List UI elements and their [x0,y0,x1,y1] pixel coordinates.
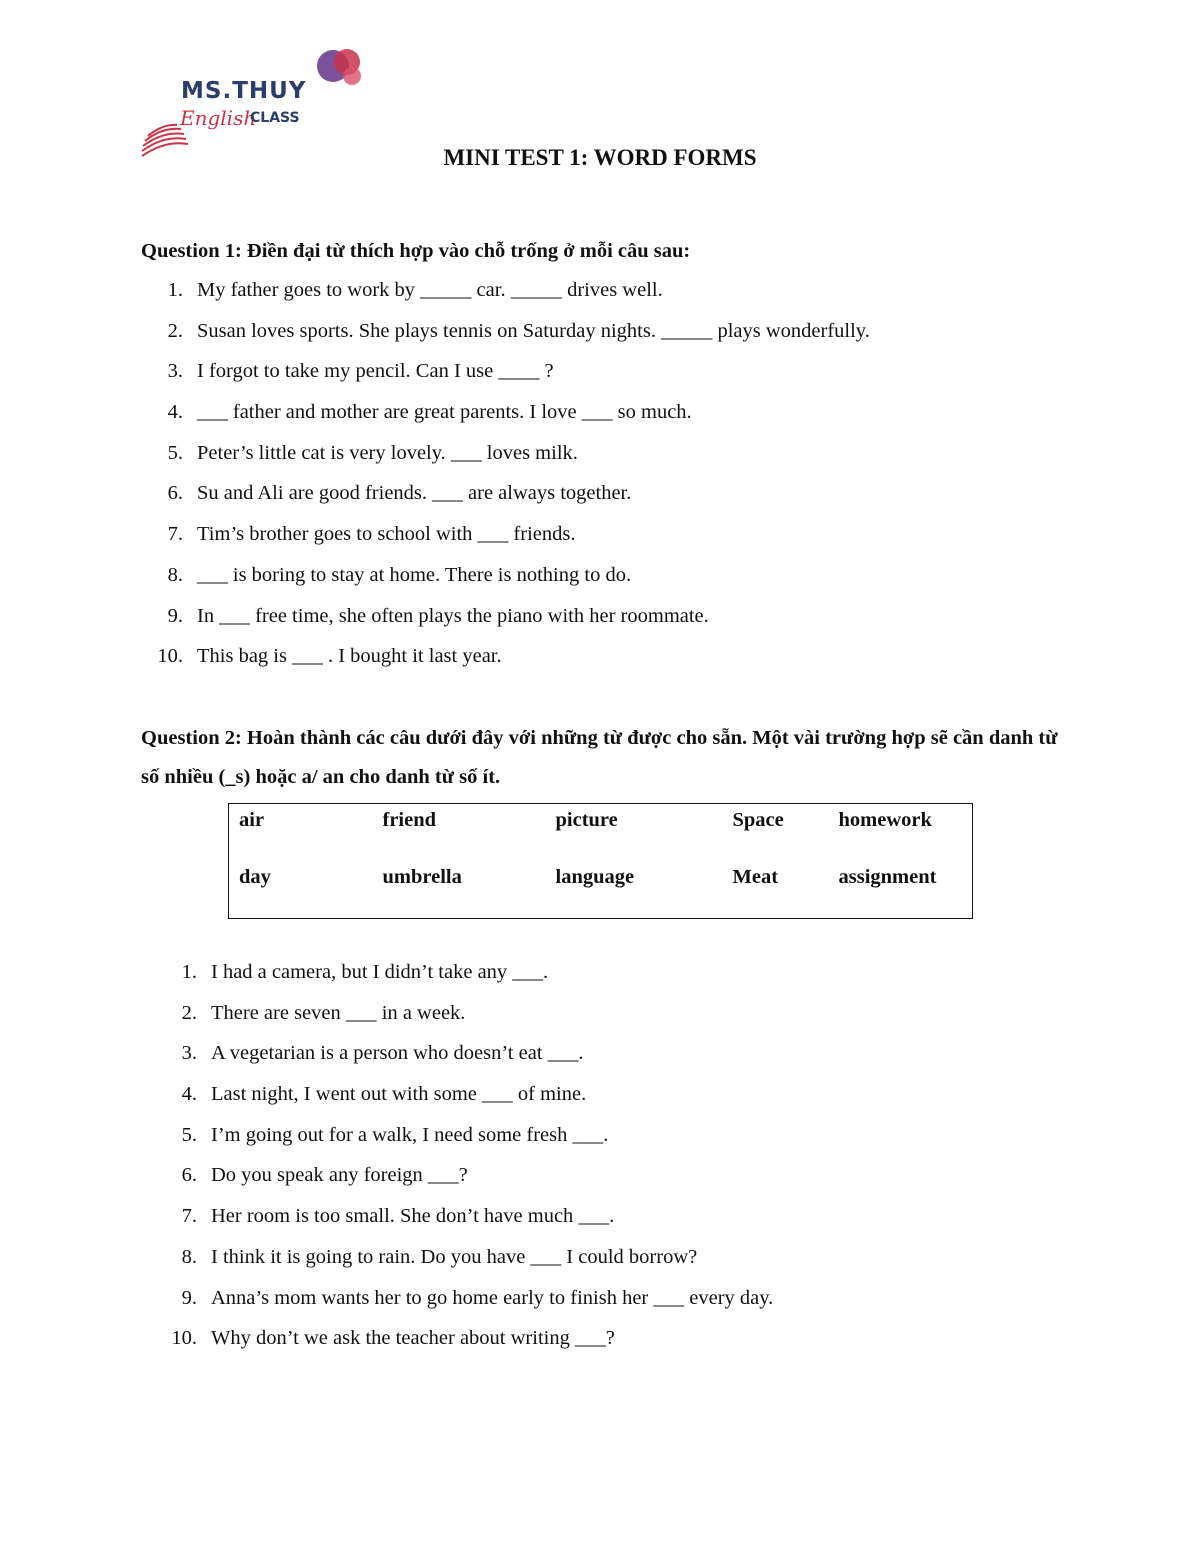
item-number: 10. [157,645,183,668]
item-number: 5. [181,1123,197,1146]
list-item [181,993,773,1034]
word-bank-cell: day [239,866,271,888]
list-item [167,514,870,555]
word-bank-cell: picture [555,809,618,831]
list-item [181,1074,773,1115]
item-number: 1. [167,279,183,301]
list-item [181,1237,773,1278]
item-number: 3. [167,360,183,383]
item-number: 9. [167,604,183,627]
item-number: 5. [167,441,183,464]
list-item [181,1155,773,1196]
item-text: ___ father and mother are great parents. I love ___ so much. [197,401,692,424]
word-bank-table [228,803,973,919]
list-item [167,351,870,392]
item-text: Su and Ali are good friends. ___ are always together. [197,482,632,505]
item-number: 4. [181,1083,197,1106]
item-number: 6. [181,1164,197,1187]
word-bank-cell: assignment [838,866,937,888]
item-number: 8. [167,563,183,586]
list-item [167,555,870,596]
logo-script-text: English [180,106,257,130]
item-number: 8. [181,1245,197,1268]
item-number: 2. [167,319,183,342]
item-text: Peter’s little cat is very lovely. ___ loves milk. [197,441,578,464]
word-bank-cell: friend [382,809,437,831]
item-text: I think it is going to rain. Do you have ___ I could borrow? [211,1245,698,1268]
word-bank-cell: air [239,809,265,831]
list-item [171,1318,773,1359]
list-item [157,636,870,677]
item-number: 7. [167,523,183,546]
item-number: 4. [167,401,183,424]
item-text: Tim’s brother goes to school with ___ friends. [197,523,576,546]
list-item [167,596,870,637]
list-item [181,1196,773,1237]
item-text: Her room is too small. She don’t have much ___. [211,1205,615,1228]
list-item [167,433,870,474]
item-text: I’m going out for a walk, I need some fresh ___. [211,1123,609,1146]
question-2-list [171,952,774,1359]
item-text: Last night, I went out with some ___ of mine. [211,1083,587,1106]
item-text: Do you speak any foreign ___? [211,1164,468,1187]
item-number: 1. [181,961,197,983]
question-1-list [157,270,870,677]
list-item [167,392,870,433]
question-2-heading: Question 2: Hoàn thành các câu dưới đây với những từ được cho sẵn. Một vài trường hợp sẽ cần danh từ số nhiều (_s) hoặc a/ an cho danh từ số ít. [141,727,1058,788]
question-1-heading: Question 1: Điền đại từ thích hợp vào chỗ trống ở mỗi câu sau: [141,240,691,262]
item-number: 2. [181,1001,197,1024]
word-bank-cell: umbrella [382,866,462,888]
item-text: Susan loves sports. She plays tennis on Saturday nights. _____ plays wonderfully. [197,319,870,342]
item-text: I had a camera, but I didn’t take any ___. [211,961,549,983]
list-item [167,270,870,311]
logo-brand-text: MS.THUY [181,78,307,104]
item-number: 6. [167,482,183,505]
item-text: This bag is ___ . I bought it last year. [197,645,502,668]
list-item [181,1278,774,1319]
item-number: 3. [181,1042,197,1065]
word-bank-row [229,861,973,919]
list-item [167,473,870,514]
item-text: ___ is boring to stay at home. There is nothing to do. [197,563,632,586]
word-bank-cell: language [555,866,635,888]
word-bank-cell: homework [838,809,932,831]
item-text: Why don’t we ask the teacher about writing ___? [211,1327,615,1350]
word-bank-cell: Space [732,809,784,831]
item-text: A vegetarian is a person who doesn’t eat ___. [211,1042,584,1065]
item-text: Anna’s mom wants her to go home early to finish her ___ every day. [211,1286,774,1309]
list-item [181,952,773,993]
list-item [167,311,870,352]
list-item [181,1115,773,1156]
item-number: 9. [181,1286,197,1309]
word-bank-cell: Meat [732,866,779,888]
item-text: In ___ free time, she often plays the piano with her roommate. [197,604,709,627]
page-title: MINI TEST 1: WORD FORMS [443,145,757,170]
logo-class-text: CLASS [250,110,300,126]
item-text: My father goes to work by _____ car. _____ drives well. [197,279,663,301]
item-number: 7. [181,1205,197,1228]
item-text: I forgot to take my pencil. Can I use ____ ? [197,360,554,383]
list-item [181,1033,773,1074]
word-bank-row [229,804,973,862]
item-number: 10. [171,1327,197,1350]
item-text: There are seven ___ in a week. [211,1001,466,1024]
